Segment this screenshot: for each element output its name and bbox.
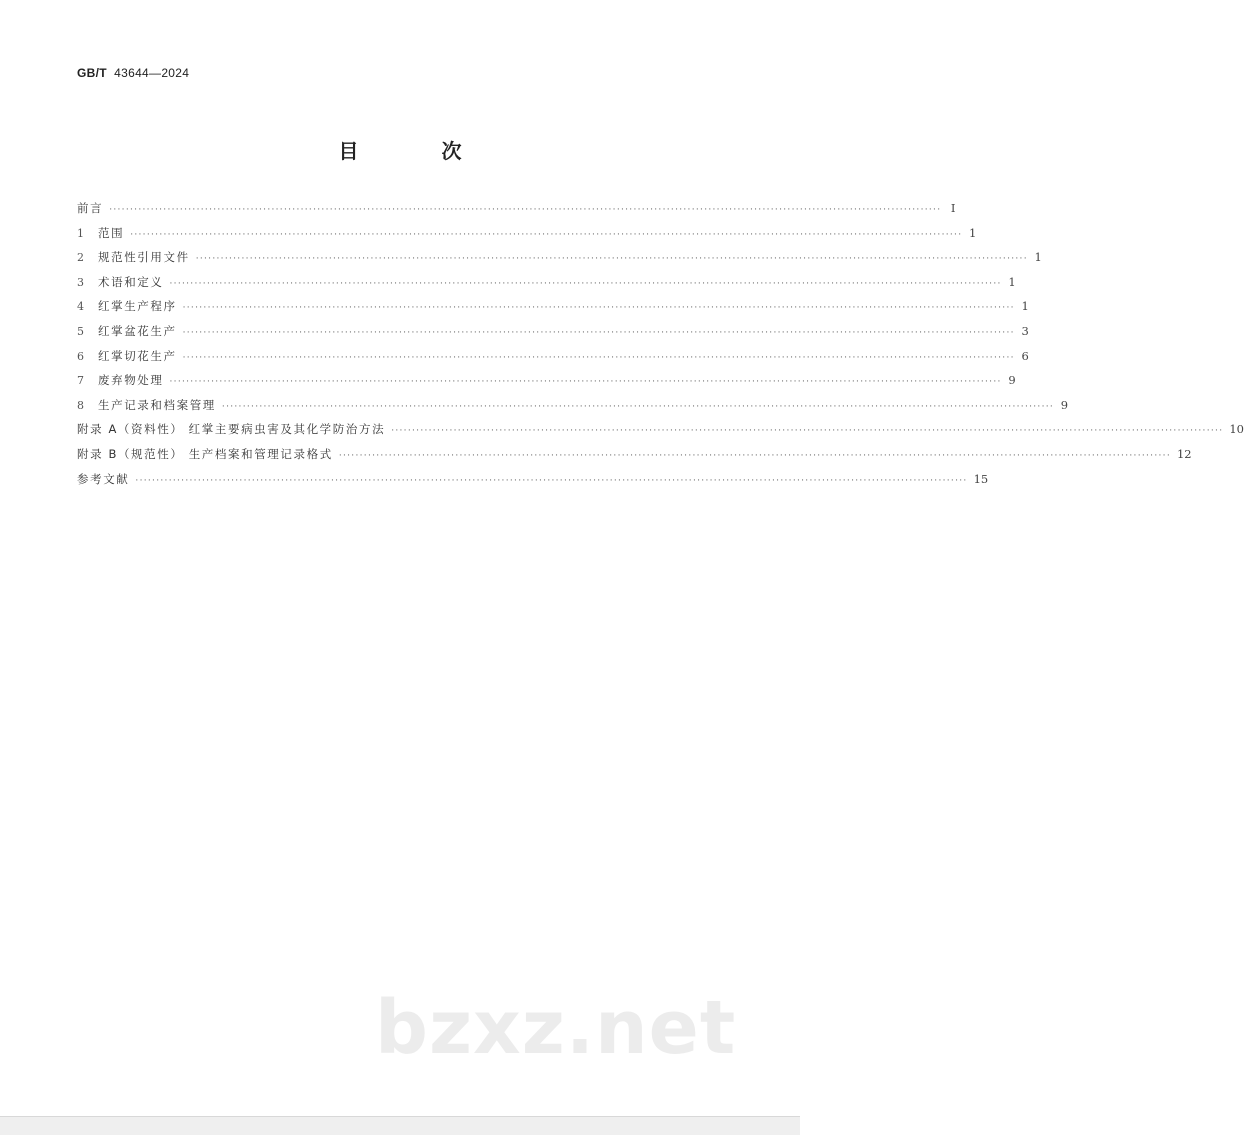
toc-entry-label: 生产记录和档案管理 — [98, 397, 216, 412]
toc-entry-page: 15 — [973, 471, 989, 486]
toc-entry[interactable] — [77, 323, 1029, 348]
toc-entry-page: 10 — [1229, 422, 1244, 437]
toc-entry-number: 3 — [77, 275, 84, 289]
toc-dot-leader: ········································································································································································································ — [169, 377, 1002, 388]
toc-entry-number: 6 — [77, 349, 84, 363]
toc-entry-page: 3 — [1021, 323, 1029, 338]
standard-code-number: 43644—2024 — [114, 66, 190, 80]
toc-entry[interactable] — [77, 372, 1016, 397]
toc-entry-page: 1 — [969, 225, 977, 240]
toc-entry[interactable] — [77, 200, 956, 225]
toc-entry-number: 1 — [77, 226, 84, 240]
toc-entry-page: 12 — [1176, 446, 1192, 461]
watermark: bzxz.net — [375, 985, 737, 1071]
toc-entry-label: 红掌盆花生产 — [98, 323, 177, 338]
toc-entry-label: 附录 B（规范性） 生产档案和管理记录格式 — [77, 446, 333, 461]
toc-entry-number: 5 — [77, 324, 84, 338]
toc-entry[interactable] — [77, 421, 1244, 446]
toc-entry[interactable] — [77, 446, 1192, 471]
toc-entry-label: 规范性引用文件 — [98, 250, 190, 265]
toc-entry-label: 前言 — [77, 201, 104, 215]
toc-dot-leader: ········································································································································································································ — [182, 327, 1015, 338]
toc-dot-leader: ········································································································································································································ — [338, 450, 1171, 461]
toc-entry-number: 7 — [77, 374, 84, 388]
toc-dot-leader: ········································································································································································································ — [130, 229, 963, 240]
toc-entry-label: 附录 A（资料性） 红掌主要病虫害及其化学防治方法 — [77, 422, 386, 437]
table-of-contents — [77, 200, 1244, 495]
page-bottom-edge — [0, 1116, 800, 1135]
toc-entry-label: 红掌切花生产 — [98, 348, 177, 363]
toc-dot-leader: ········································································································································································································ — [221, 401, 1055, 412]
standard-code — [77, 66, 189, 80]
toc-entry-label: 红掌生产程序 — [98, 299, 177, 314]
toc-entry-number: 2 — [77, 251, 84, 265]
toc-entry[interactable] — [77, 348, 1029, 373]
toc-entry-number: 4 — [77, 300, 84, 314]
toc-entry[interactable] — [77, 471, 989, 496]
toc-dot-leader: ········································································································································································································ — [182, 303, 1015, 314]
toc-entry-page: 1 — [1008, 274, 1016, 289]
toc-entry-number: 8 — [77, 398, 84, 412]
toc-entry[interactable] — [77, 298, 1029, 323]
toc-dot-leader: ········································································································································································································ — [169, 278, 1002, 289]
toc-entry-page: I — [950, 201, 956, 215]
toc-entry-page: 9 — [1060, 397, 1069, 412]
toc-entry-page: 1 — [1021, 299, 1029, 314]
standard-code-prefix: GB/T — [77, 66, 107, 80]
toc-title: 目 次 — [338, 139, 500, 163]
toc-entry[interactable] — [77, 397, 1069, 422]
toc-entry-page: 6 — [1021, 348, 1029, 363]
toc-entry[interactable] — [77, 249, 1042, 274]
toc-dot-leader: ········································································································································································································ — [391, 426, 1224, 437]
toc-entry[interactable] — [77, 274, 1016, 299]
toc-entry-label: 参考文献 — [77, 471, 130, 486]
toc-entry-page: 1 — [1034, 250, 1042, 265]
toc-entry-label: 术语和定义 — [98, 274, 164, 289]
toc-entry-label: 废弃物处理 — [98, 373, 164, 388]
toc-dot-leader: ········································································································································································································ — [195, 254, 1028, 265]
toc-entry-label: 范围 — [98, 225, 125, 240]
toc-dot-leader: ········································································································································································································ — [135, 475, 968, 486]
toc-dot-leader: ········································································································································································································ — [109, 205, 942, 215]
toc-dot-leader: ········································································································································································································ — [182, 352, 1015, 363]
toc-entry-page: 9 — [1008, 373, 1016, 388]
toc-entry[interactable] — [77, 225, 977, 250]
